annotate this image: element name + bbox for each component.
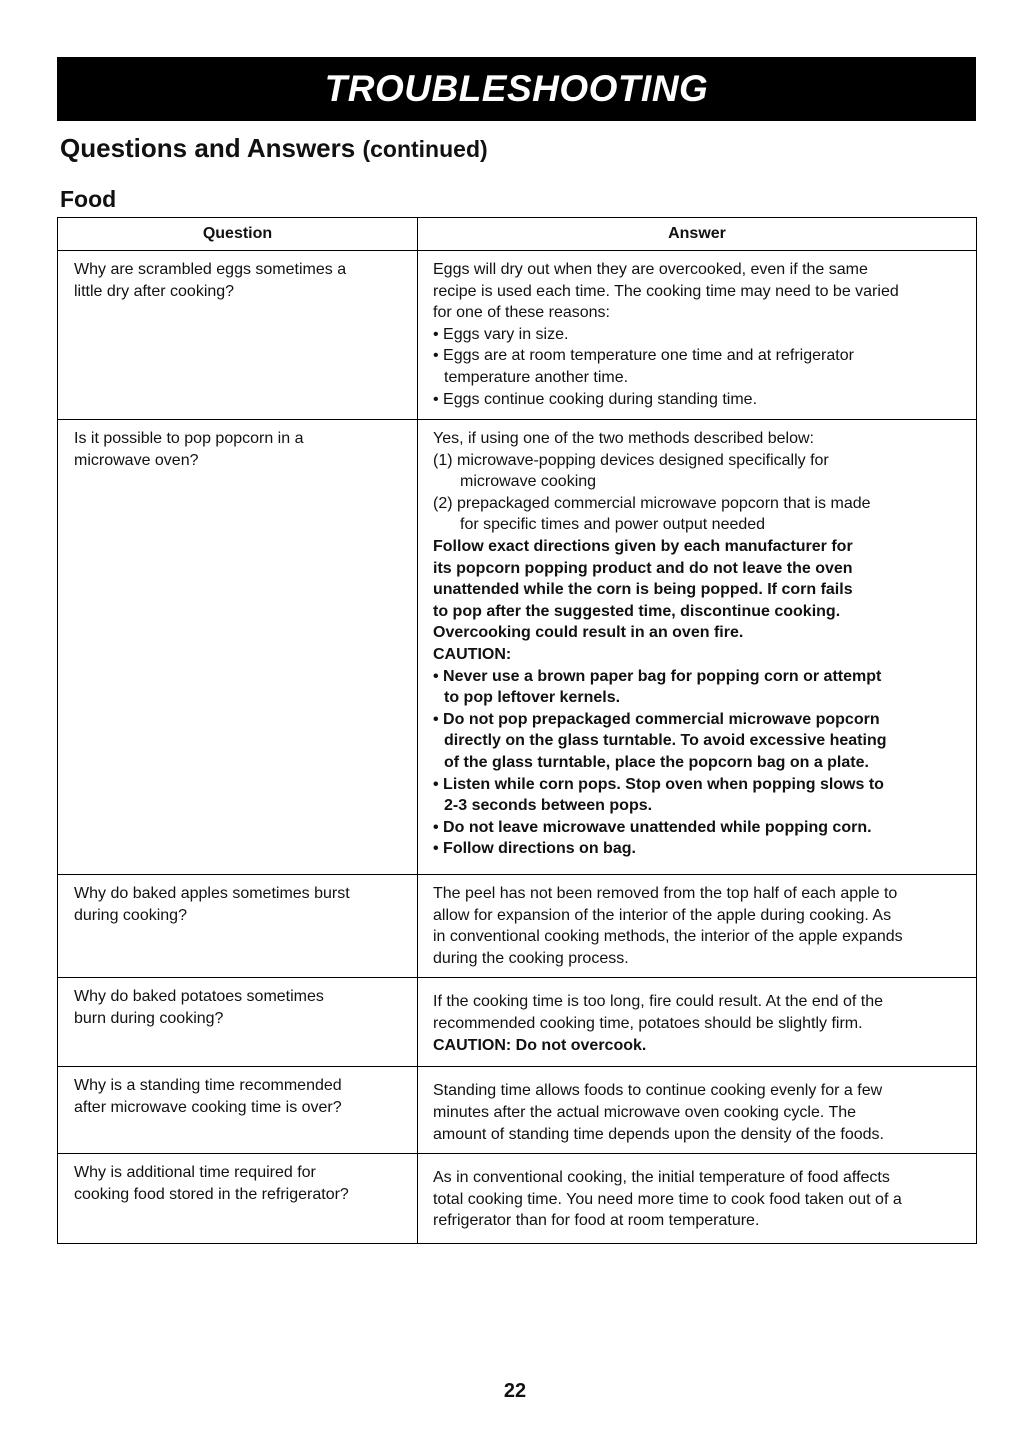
answer-warning: Overcooking could result in an oven fire. bbox=[433, 624, 744, 642]
answer-bullet: • Eggs vary in size. bbox=[433, 325, 569, 343]
answer-method-continued: microwave cooking bbox=[460, 473, 597, 491]
table-row bbox=[58, 251, 977, 420]
answer-line: amount of standing time depends upon the density of the foods. bbox=[433, 1125, 884, 1143]
answer-line: recommended cooking time, potatoes should be slightly firm. bbox=[433, 1014, 863, 1032]
answer-warning: to pop after the suggested time, discontinue cooking. bbox=[433, 602, 841, 620]
question-cell bbox=[58, 875, 418, 978]
answer-line: If the cooking time is too long, fire could result. At the end of the bbox=[433, 993, 884, 1011]
caution-bullet: • Do not leave microwave unattended while popping corn. bbox=[433, 818, 872, 836]
answer-line: allow for expansion of the interior of the apple during cooking. As bbox=[433, 906, 892, 924]
answer-line: for one of these reasons: bbox=[433, 304, 610, 322]
answer-warning: unattended while the corn is being popped. If corn fails bbox=[433, 581, 853, 599]
answer-bullet: • Eggs are at room temperature one time and at refrigerator bbox=[433, 347, 854, 365]
question-cell bbox=[58, 978, 418, 1067]
page-number: 22 bbox=[503, 1380, 527, 1402]
question-line: Why do baked apples sometimes burst bbox=[74, 885, 350, 902]
caution-bullet: • Do not pop prepackaged commercial microwave popcorn bbox=[433, 710, 880, 728]
question-line: during cooking? bbox=[74, 906, 187, 924]
page-title-continued: (continued) bbox=[362, 136, 488, 162]
answer-bullet-continued: temperature another time. bbox=[444, 368, 629, 386]
answer-line: Eggs will dry out when they are overcooked, even if the same bbox=[433, 261, 868, 278]
answer-line: minutes after the actual microwave oven cooking cycle. The bbox=[433, 1103, 857, 1121]
answer-warning: its popcorn popping product and do not leave the oven bbox=[433, 559, 853, 577]
page-title bbox=[60, 133, 488, 164]
answer-line: recipe is used each time. The cooking time may need to be varied bbox=[433, 282, 899, 300]
answer-method: (2) prepackaged commercial microwave popcorn that is made bbox=[433, 494, 871, 512]
caution-bullet-continued: to pop leftover kernels. bbox=[444, 689, 621, 707]
caution-bullet-continued: directly on the glass turntable. To avoid excessive heating bbox=[444, 732, 887, 750]
answer-cell bbox=[418, 251, 977, 420]
column-header-question: Question bbox=[58, 218, 418, 251]
caution-bullet-continued: of the glass turntable, place the popcorn bag on a plate. bbox=[444, 753, 869, 771]
question-line: microwave oven? bbox=[74, 451, 199, 469]
question-line: Why is additional time required for bbox=[74, 1164, 316, 1182]
answer-bullet: • Eggs continue cooking during standing time. bbox=[433, 390, 758, 408]
answer-line: total cooking time. You need more time to cook food taken out of a bbox=[433, 1190, 902, 1208]
column-header-answer: Answer bbox=[418, 218, 977, 251]
qa-table bbox=[57, 217, 977, 1244]
caution-bullet: • Never use a brown paper bag for popping corn or attempt bbox=[433, 667, 882, 685]
answer-cell bbox=[418, 875, 977, 978]
answer-line: Yes, if using one of the two methods described below: bbox=[433, 430, 814, 447]
question-cell bbox=[58, 251, 418, 420]
answer-line: in conventional cooking methods, the interior of the apple expands bbox=[433, 928, 903, 946]
answer-cell bbox=[418, 978, 977, 1067]
answer-line: Standing time allows foods to continue cooking evenly for a few bbox=[433, 1082, 883, 1100]
answer-cell bbox=[418, 1154, 977, 1244]
question-line: Why are scrambled eggs sometimes a bbox=[74, 261, 347, 278]
question-line: little dry after cooking? bbox=[74, 282, 235, 300]
answer-line: refrigerator than for food at room temperature. bbox=[433, 1212, 760, 1230]
table-row bbox=[58, 1154, 977, 1244]
troubleshooting-banner bbox=[57, 57, 976, 121]
table-row bbox=[58, 978, 977, 1067]
question-line: cooking food stored in the refrigerator? bbox=[74, 1185, 349, 1203]
answer-cell bbox=[418, 420, 977, 875]
answer-line: The peel has not been removed from the top half of each apple to bbox=[433, 885, 898, 902]
question-cell bbox=[58, 1154, 418, 1244]
question-line: burn during cooking? bbox=[74, 1009, 224, 1027]
question-cell bbox=[58, 420, 418, 875]
caution-bullet-continued: 2-3 seconds between pops. bbox=[444, 797, 653, 815]
answer-cell bbox=[418, 1067, 977, 1154]
table-header-row bbox=[58, 218, 977, 251]
answer-method: (1) microwave-popping devices designed specifically for bbox=[433, 451, 829, 469]
answer-line: during the cooking process. bbox=[433, 949, 629, 967]
table-row bbox=[58, 420, 977, 875]
question-line: Is it possible to pop popcorn in a bbox=[74, 430, 304, 447]
caution-bullet: • Listen while corn pops. Stop oven when popping slows to bbox=[433, 775, 884, 793]
caution-label: CAUTION: Do not overcook. bbox=[433, 1036, 647, 1054]
table-row bbox=[58, 875, 977, 978]
page-title-main: Questions and Answers bbox=[60, 133, 356, 163]
question-cell bbox=[58, 1067, 418, 1154]
question-line: Why is a standing time recommended bbox=[74, 1077, 342, 1095]
caution-bullet: • Follow directions on bag. bbox=[433, 840, 636, 858]
section-title-food: Food bbox=[60, 186, 117, 212]
answer-warning: Follow exact directions given by each manufacturer for bbox=[433, 537, 853, 555]
caution-label: CAUTION: bbox=[433, 645, 512, 663]
question-line: after microwave cooking time is over? bbox=[74, 1098, 342, 1116]
answer-line: As in conventional cooking, the initial temperature of food affects bbox=[433, 1169, 890, 1187]
question-line: Why do baked potatoes sometimes bbox=[74, 988, 324, 1006]
banner-title: TROUBLESHOOTING bbox=[324, 68, 709, 109]
answer-method-continued: for specific times and power output needed bbox=[460, 516, 766, 534]
table-row bbox=[58, 1067, 977, 1154]
